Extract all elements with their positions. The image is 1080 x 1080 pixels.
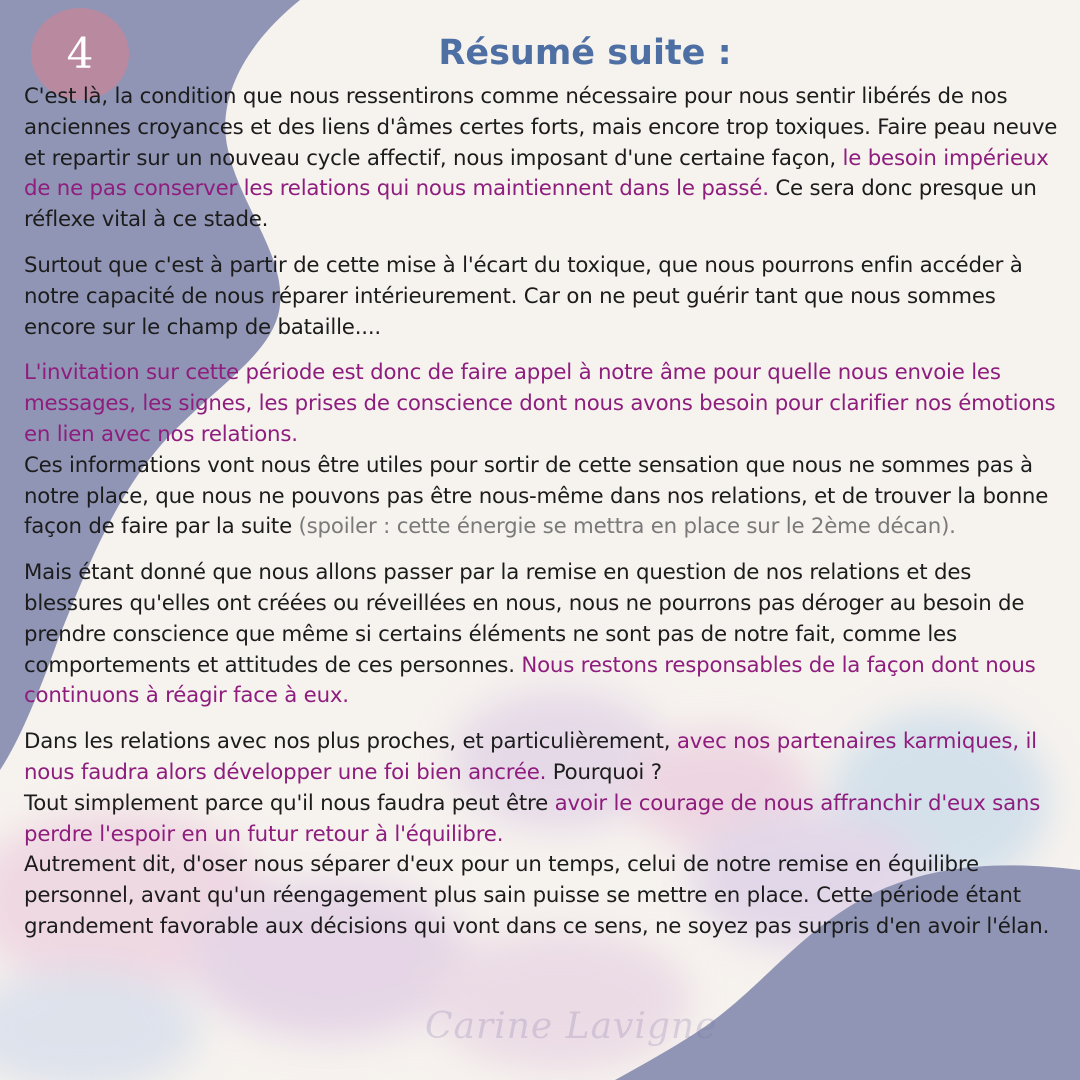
paragraph [24,358,1064,543]
highlighted-text: L'invitation sur cette période est donc de faire appel à notre âme pour quelle nous envoie les messages, les signes, les prises de conscience dont nous avons besoin pour clarifier nos émotions en lien avec nos relations. [24,360,1056,447]
paragraph [24,251,1064,343]
body-text-run: C'est là, la condition que nous ressentirons comme nécessaire pour nous sentir libérés de nos anciennes croyances et des liens d'âmes certes forts, mais encore trop toxiques. Faire peau neuve et repartir sur un nouveau cycle affectif, nous imposant d'une certaine façon, [24,84,1058,171]
highlighted-text: avoir le courage de nous affranchir d'eux sans perdre l'espoir en un futur retour à l'équilibre. [24,790,1041,847]
body-text-run: Surtout que c'est à partir de cette mise à l'écart du toxique, que nous pourrons enfin accéder à notre capacité de nous réparer intérieurement. Car on ne peut guérir tant que nous sommes encore sur le champ de bataille.... [24,252,1023,340]
body-text-run: Ce sera donc presque un réflexe vital à ce stade. [24,176,1037,233]
body-text-run: Ces informations vont nous être utiles pour sortir de cette sensation que nous ne sommes pas à notre place, que nous ne pouvons pas être nous-même dans nos relations, et de trouver la bonne façon de faire par la suite [24,452,1049,540]
body-text-run: Pourquoi ? [546,759,662,785]
body-text-run: Dans les relations avec nos plus proches, et particulièrement, [24,729,677,755]
page-number: 4 [66,29,94,78]
paragraph [24,727,1064,943]
highlighted-text: Nous restons responsables de la façon dont nous continuons à réagir face à eux. [24,652,1036,709]
paragraph [24,82,1064,236]
page-title: Résumé suite : [438,33,732,73]
body-text-run: Mais étant donné que nous allons passer par la remise en question de nos relations et des blessures qu'elles ont créées ou réveillées en nous, nous ne pourrons pas déroger au besoin de prendre conscience que même si certains éléments ne sont pas de notre fait, comme les comportements et attitudes de ces personnes. [24,560,1025,678]
muted-note-text: (spoiler : cette énergie se mettra en place sur le 2ème décan). [298,514,956,540]
author-signature: Carine Lavigne [425,1006,718,1047]
highlighted-text: avec nos partenaires karmiques, il nous faudra alors développer une foi bien ancrée. [24,729,1037,785]
highlighted-text: le besoin impérieux de ne pas conserver les relations qui nous maintiennent dans le passé. [24,145,1049,202]
paragraph [24,558,1064,712]
body-text [24,82,1064,958]
body-text-run: Tout simplement parce qu'il nous faudra peut être [24,790,555,816]
body-text-run: Autrement dit, d'oser nous séparer d'eux pour un temps, celui de notre remise en équilibre personnel, avant qu'un réengagement plus sain puisse se mettre en place. Cette période étant grandement favorable aux décisions qui vont dans ce sens, ne soyez pas surpris d'en avoir l'élan. [24,852,1050,939]
